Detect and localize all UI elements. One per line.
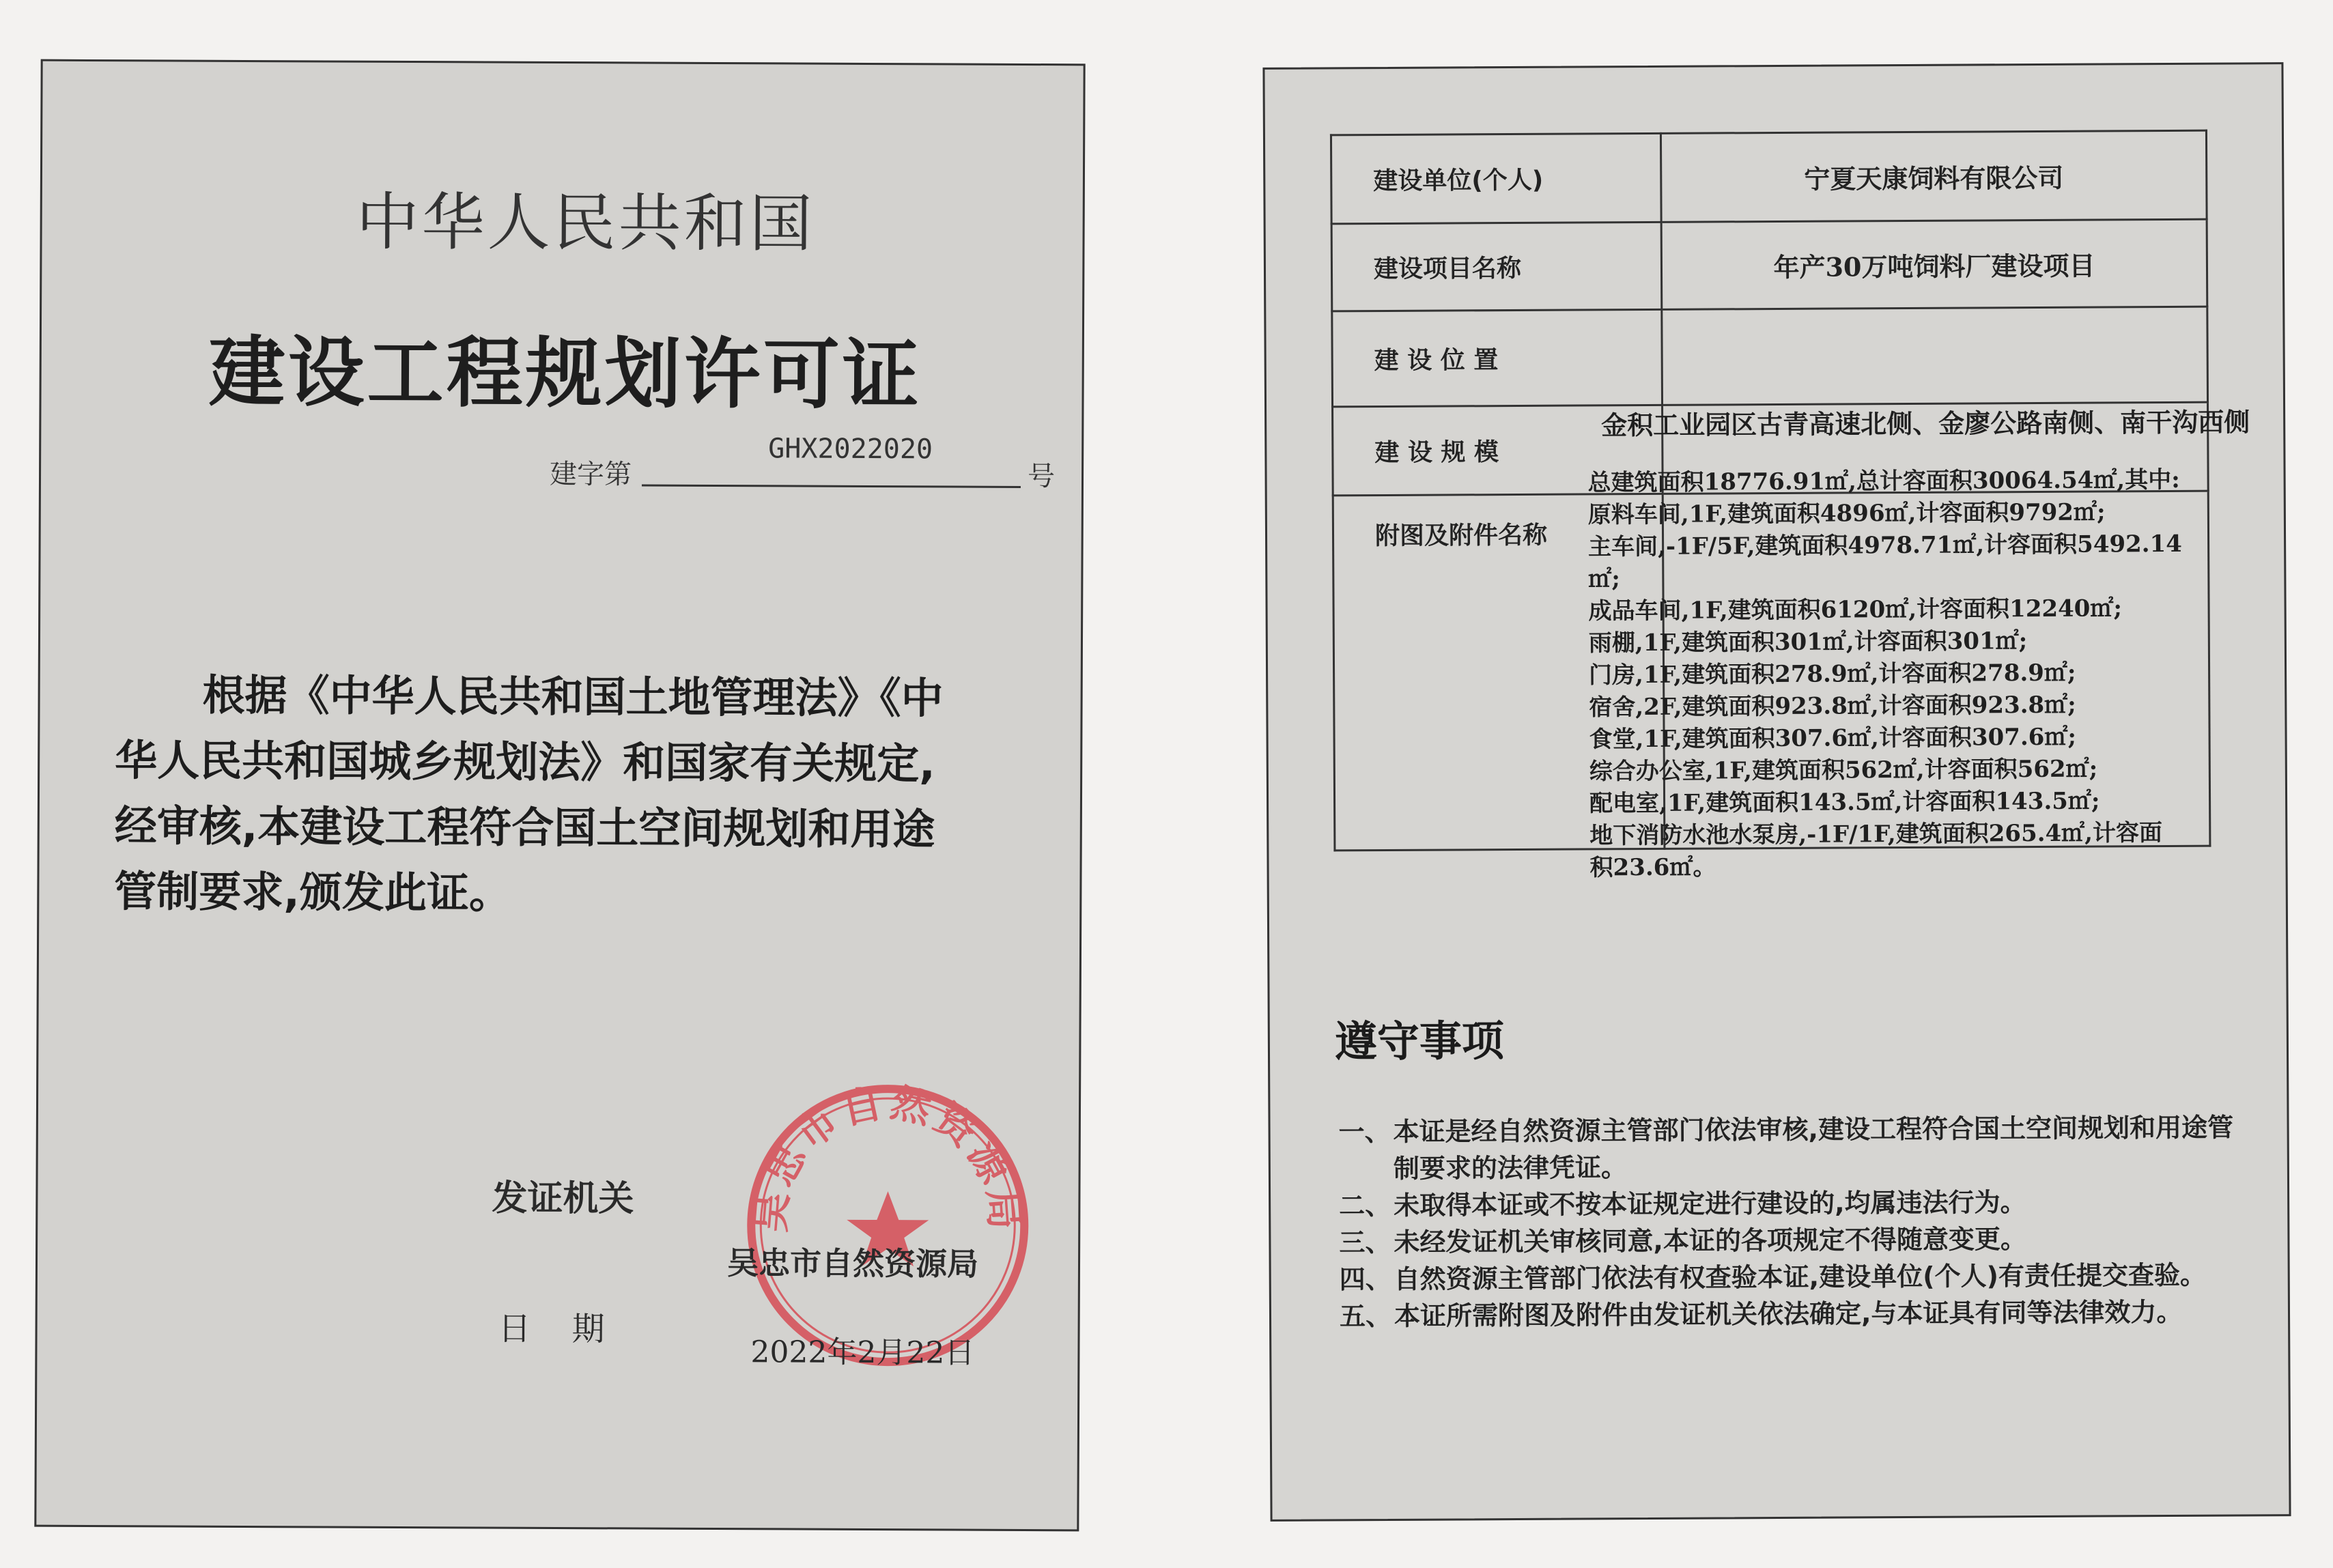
- rules-list: [1338, 1109, 2241, 1335]
- rule-text: 未取得本证或不按本证规定进行建设的,均属违法行为。: [1394, 1187, 2026, 1221]
- rule-text: 本证所需附图及附件由发证机关依法确定,与本证具有同等法律效力。: [1394, 1296, 2183, 1331]
- body-line: 华人民共和国城乡规划法》和国家有关规定,: [115, 735, 935, 789]
- issue-date: 2022年2月22日: [750, 1335, 975, 1371]
- list-item: [1339, 1219, 2240, 1261]
- certificate-details-page: [1262, 62, 2291, 1522]
- row-value-location: [1662, 307, 2208, 405]
- scale-line: 积23.6㎡。: [1589, 853, 1716, 882]
- table-row: [1331, 219, 2207, 311]
- rule-text: 自然资源主管部门依法有权查验本证,建设单位(个人)有责任提交查验。: [1394, 1259, 2207, 1294]
- scale-line: 总建筑面积18776.91㎡,总计容面积30064.54㎡,其中:: [1587, 466, 2180, 497]
- list-item: [1340, 1256, 2241, 1298]
- number-prefix: 建字第: [549, 458, 632, 491]
- body-line: 管制要求,颁发此证。: [114, 866, 512, 918]
- row-label: 建 设 位 置: [1332, 309, 1663, 407]
- rule-text: 未经发证机关审核同意,本证的各项规定不得随意变更。: [1394, 1224, 2027, 1257]
- scale-line: 主车间,-1F/5F,建筑面积4978.71㎡,计容面积5492.14: [1588, 530, 2182, 561]
- scale-line: 雨棚,1F,建筑面积301㎡,计容面积301㎡;: [1588, 627, 2028, 657]
- table-row: [1331, 130, 2207, 224]
- certificate-title: 建设工程规划许可证: [208, 328, 922, 420]
- scale-line: ㎡;: [1588, 565, 1621, 593]
- rule-number: 三、: [1339, 1227, 1391, 1258]
- scale-line: 门房,1F,建筑面积278.9㎡,计容面积278.9㎡;: [1588, 659, 2076, 689]
- date-label: 日期: [498, 1309, 646, 1349]
- scale-details: [1588, 464, 2307, 884]
- row-value: 宁夏天康饲料有限公司: [1660, 130, 2207, 222]
- list-item: [1340, 1293, 2241, 1335]
- row-label: 建设项目名称: [1331, 222, 1662, 311]
- certificate-number: GHX2022020: [768, 433, 933, 466]
- row-label: 附图及附件名称: [1333, 494, 1665, 851]
- rule-number: 一、: [1338, 1116, 1391, 1148]
- row-value: 年产30万吨饲料厂建设项目: [1661, 219, 2207, 309]
- row-label: 建 设 规 模: [1333, 405, 1663, 496]
- issuer-name: 吴忠市自然资源局: [726, 1244, 979, 1283]
- certificate-body: [114, 662, 1071, 928]
- list-item: [1339, 1182, 2240, 1224]
- rules-title: 遵守事项: [1334, 1016, 1505, 1067]
- scale-line: 综合办公室,1F,建筑面积562㎡,计容面积562㎡;: [1589, 755, 2098, 786]
- country-heading: 中华人民共和国: [356, 185, 815, 261]
- table-row: [1332, 307, 2208, 407]
- scale-line: 成品车间,1F,建筑面积6120㎡,计容面积12240㎡;: [1588, 595, 2123, 625]
- scale-line: 宿舍,2F,建筑面积923.8㎡,计容面积923.8㎡;: [1589, 691, 2076, 722]
- scale-line: 配电室,1F,建筑面积143.5㎡,计容面积143.5㎡;: [1589, 787, 2100, 818]
- rule-number: 四、: [1339, 1264, 1391, 1295]
- number-underline: [642, 485, 1021, 488]
- certificate-front-page: [34, 59, 1085, 1532]
- number-suffix: 号: [1027, 460, 1056, 493]
- list-item: [1338, 1109, 2240, 1187]
- rule-number: 二、: [1339, 1190, 1391, 1221]
- body-line: 经审核,本建设工程符合国土空间规划和用途: [114, 801, 935, 855]
- rule-number: 五、: [1339, 1300, 1392, 1332]
- scale-line: 食堂,1F,建筑面积307.6㎡,计容面积307.6㎡;: [1589, 723, 2077, 754]
- scale-line: 原料车间,1F,建筑面积4896㎡,计容面积9792㎡;: [1587, 498, 2106, 529]
- seal-text: 吴忠市自然资源局: [747, 1079, 1029, 1235]
- issuer-label: 发证机关: [492, 1178, 634, 1220]
- row-label: 建设单位(个人): [1331, 133, 1661, 224]
- body-line: 根据《中华人民共和国土地管理法》《中: [202, 670, 944, 724]
- location-value: 金积工业园区古青高速北侧、金廖公路南侧、南干沟西侧: [1601, 406, 2250, 441]
- rule-text: 本证是经自然资源主管部门依法审核,建设工程符合国土空间规划和用途管制要求的法律凭证。: [1393, 1112, 2234, 1184]
- scale-line: 地下消防水池水泵房,-1F/1F,建筑面积265.4㎡,计容面: [1589, 819, 2163, 850]
